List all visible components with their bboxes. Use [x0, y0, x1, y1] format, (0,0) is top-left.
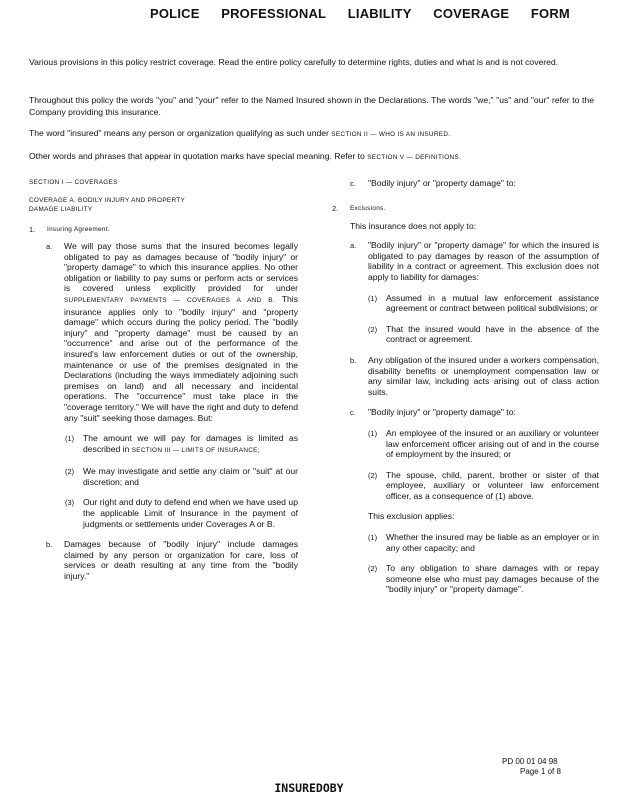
- item-label: a.: [46, 242, 53, 251]
- paragraph-c: [350, 178, 599, 189]
- intro-paragraph-2: Throughout this policy the words "you" and "your" refer to the Named Insured shown in the Declarations. The words "we," "us" and "our" refer to the Company providing this insurance.: [29, 95, 594, 117]
- subitem-text: The spouse, child, parent, brother or sister of that employee, auxiliary or volunteer law enforcement officer, as a consequence of (1) above.: [386, 469, 599, 501]
- subitem-1: [65, 433, 298, 456]
- subitem-text: An employee of the insured or an auxiliary or volunteer law enforcement officer arising out of and in the course of employment by the insured; or: [386, 427, 599, 460]
- subitem-3: [65, 497, 298, 529]
- paragraph-text: "Bodily injury" or "property damage" to:: [368, 407, 516, 418]
- item-label: (2): [368, 324, 378, 334]
- exclusion-c-2: [368, 469, 599, 502]
- item-label: c.: [350, 408, 356, 418]
- coverage-heading: [29, 196, 279, 214]
- exclusions-intro: This insurance does not apply to:: [350, 220, 477, 231]
- item-label: (2): [368, 564, 378, 574]
- exclusion-b: [350, 354, 599, 397]
- text-part: This insurance applies only to "bodily injury" and "property damage" which occurs during the policy period. The "bodily injury" and "property damage" must be caused by an "occurrence" and arise out of the performance of the insured's law enforcement duties or out of the ownership, maintenance or use of the premises designated in the Declarations (including the ways immediately adjoining such premises on land) and all necessary and incidental operations. The "occurrence" must take place in the "coverage territory." We will have the right and duty to defend any "suit" seeking those damages. But:: [64, 293, 299, 423]
- applies-1: [368, 532, 599, 553]
- title-word: PROFESSIONAL: [221, 6, 327, 21]
- title-word: COVERAGE: [433, 6, 510, 21]
- paragraph-b: [46, 539, 298, 582]
- exclusion-a-2: [368, 323, 599, 345]
- left-column: [29, 178, 299, 582]
- section-reference: SECTION II — WHO IS AN INSURED.: [331, 131, 451, 138]
- item-label: (3): [65, 498, 75, 508]
- item-label: (1): [368, 293, 378, 303]
- paragraph-a: [46, 241, 299, 423]
- exclusions-heading: [330, 203, 600, 215]
- item-title: Exclusions.: [350, 204, 386, 212]
- subitem-2: [65, 466, 298, 487]
- brand-watermark: INSUREDOBY: [274, 781, 344, 795]
- insuring-agreement-heading: [29, 224, 299, 236]
- intro-text: The word "insured" means any person or organization qualifying as such under: [29, 128, 329, 138]
- exclusion-c-1: [368, 427, 599, 460]
- intro-paragraph-1: Various provisions in this policy restrict coverage. Read the entire policy carefully to determine rights, duties and what is and is not covered.: [29, 57, 559, 67]
- item-label: a.: [350, 241, 357, 251]
- item-label: (1): [368, 533, 378, 543]
- text-part: The amount we will pay for damages is limited as described in: [83, 433, 298, 454]
- item-label: (2): [368, 470, 378, 480]
- item-title: Insuring Agreement.: [47, 226, 110, 233]
- item-label: b.: [350, 355, 357, 365]
- coverage-heading-line: DAMAGE LIABILITY: [29, 206, 93, 213]
- section-heading: SECTION I — COVERAGES: [29, 179, 118, 186]
- item-label: (1): [65, 434, 75, 444]
- text-part: We will pay those sums that the insured becomes legally obligated to pay as damages because of "bodily injury" or "property damage" to which this insurance applies. No other obligation or liability to pay sums or perform acts or services is covered unless explicitly provided for under: [64, 241, 298, 294]
- page-footer: [502, 757, 592, 777]
- form-number: PD 00 01 04 98: [502, 757, 558, 766]
- item-label: (1): [368, 428, 378, 438]
- coverage-heading-line: COVERAGE A. BODILY INJURY AND PROPERTY: [29, 197, 186, 204]
- subitem-text: To any obligation to share damages with or repay someone else who must pay damages because of the "bodily injury" or "property damage".: [386, 563, 599, 595]
- subitem-text: We may investigate and settle any claim or "suit" at our discretion; and: [83, 466, 298, 487]
- paragraph-text: Any obligation of the insured under a workers compensation, disability benefits or unemployment compensation law or any similar law, including acts arising out of class action suits.: [368, 354, 599, 397]
- exclusion-applies: This exclusion applies:: [368, 511, 455, 522]
- intro-paragraph-4: [29, 151, 594, 164]
- intro-text: Other words and phrases that appear in quotation marks have special meaning. Refer to: [29, 151, 365, 161]
- applies-2: [368, 563, 599, 595]
- item-number: 2.: [332, 203, 339, 213]
- title-word: POLICE: [150, 6, 200, 21]
- intro-paragraph-3: [29, 128, 594, 141]
- page-number: Page 1 of 8: [520, 767, 561, 776]
- section-reference: SUPPLEMENTARY PAYMENTS — COVERAGES A AND B.: [64, 296, 275, 304]
- title-word: LIABILITY: [347, 6, 412, 21]
- paragraph-text: "Bodily injury" or "property damage" to:: [368, 178, 516, 188]
- paragraph-text: [64, 241, 298, 423]
- title-word: FORM: [530, 6, 570, 21]
- subitem-text: Our right and duty to defend end when we have used up the applicable Limit of Insurance in the payment of judgments or settlements under Coverages A or B.: [83, 497, 298, 529]
- item-label: b.: [46, 540, 53, 550]
- subitem-text: Assumed in a mutual law enforcement assistance agreement or contract between political subdivisions; or: [386, 292, 599, 314]
- section-reference: SECTION III — LIMITS OF INSURANCE;: [131, 446, 260, 454]
- paragraph-text: Damages because of "bodily injury" include damages claimed by any person or organization for care, loss of services or death resulting at any time from the "bodily injury.": [64, 539, 298, 582]
- item-label: c.: [350, 179, 356, 188]
- document-title: [150, 6, 570, 21]
- right-column: [330, 178, 600, 595]
- paragraph-text: "Bodily injury" or "property damage" for which the insured is obligated to pay damages by reason of the assumption of liability in a contract or agreement. This exclusion does not apply to liability for damages:: [368, 240, 599, 282]
- item-number: 1.: [29, 225, 36, 234]
- subitem-text: [83, 433, 298, 456]
- subitem-text: Whether the insured may be liable as an employer or in any other capacity; and: [386, 532, 599, 553]
- subitem-text: That the insured would have in the absence of the contract or agreement.: [386, 323, 599, 345]
- item-label: (2): [65, 467, 75, 477]
- exclusion-c: [350, 407, 599, 418]
- exclusion-a: [350, 240, 599, 282]
- section-reference: SECTION V — DEFINITIONS.: [367, 154, 462, 161]
- exclusion-a-1: [368, 292, 599, 314]
